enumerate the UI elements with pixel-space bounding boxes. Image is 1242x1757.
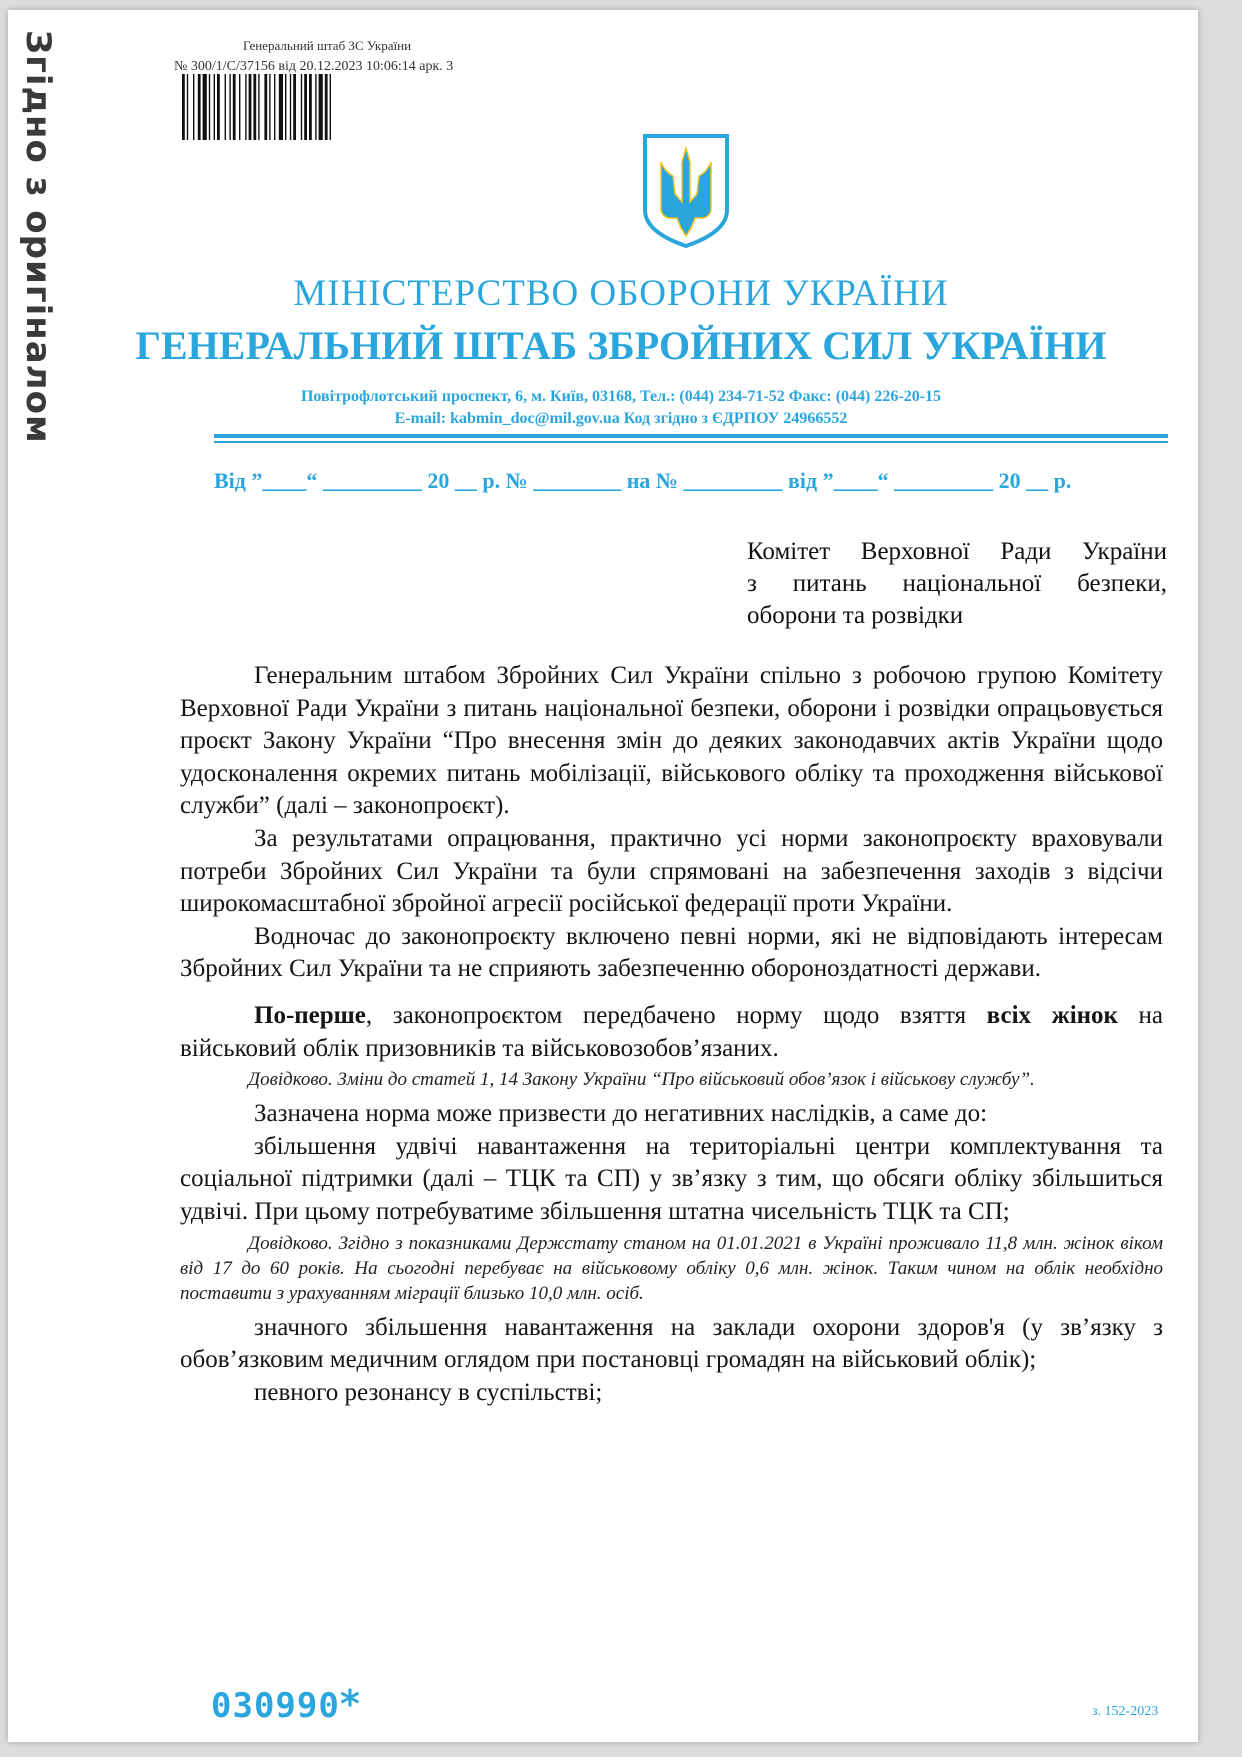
point-emphasis: всіх жінок [986, 1001, 1118, 1029]
paragraph: збільшення удвічі навантаження на територіальні центри комплектування та соціальної підтримки (далі – ТЦК та СП) у зв’язку з тим, що обсяги обліку збільшиться удвічі. При цьому потребуватиме збільшення штатна чисельність ТЦК та СП; [180, 1132, 1163, 1225]
point-text: , законопроєктом передбачено норму щодо взяття [365, 1001, 987, 1029]
star-icon: * [340, 1682, 360, 1726]
paragraph: значного збільшення навантаження на заклади охорони здоров'я (у зв’язку з обов’язковим медичним оглядом при постановці громадян на військовий облік); [180, 1313, 1163, 1374]
paragraph: Генеральним штабом Збройних Сил України спільно з робочою групою Комітету Верховної Ради України з питань національної безпеки, оборони і розвідки опрацьовується проєкт Закону України “Про внесення змін до деяких законодавчих актів України щодо удосконалення окремих питань мобілізації, військового обліку та проходження військової служби” (далі – законопроєкт). [180, 662, 1163, 820]
registration-number: № 300/1/С/37156 від 20.12.2023 10:06:14 арк. 3 [174, 59, 454, 74]
address-line: Повітрофлотський проспект, 6, м. Київ, 03168, Тел.: (044) 234-71-52 Факс: (044) 226-20-15 [300, 388, 942, 405]
reference-number-line: Від ”____“ _________ 20 __ р. № ________ на № _________ від ”____“ _________ 20 __ р. [214, 468, 1072, 493]
paragraph: певного резонансу в суспільстві; [254, 1378, 603, 1406]
point-text-tail: на військовий облік призовників та військовозобов’язаних. [180, 1001, 1164, 1062]
reference-note: Довідково. Згідно з показниками Держстату станом на 01.01.2021 в Україні проживало 11,8 млн. жінок віком від 17 до 60 років. На сьогодні перебуває на військовому обліку 0,6 млн. жінок. Таким чином на облік необхідно поставити з урахуванням міграції близько 10,0 млн. осіб. [180, 1232, 1163, 1304]
paragraph: За результатами опрацювання, практично усі норми законопроєкту враховували потреби Збройних Сил України та були спрямовані на забезпечення заходів з відсічи широкомасштабної збройної агресії російської федерації проти України. [180, 824, 1163, 918]
general-staff-title: ГЕНЕРАЛЬНИЙ ШТАБ ЗБРОЙНИХ СИЛ УКРАЇНИ [135, 323, 1107, 368]
recipient-line: з питань національної безпеки, [747, 570, 1167, 597]
ministry-title: МІНІСТЕРСТВО ОБОРОНИ УКРАЇНИ [293, 273, 949, 314]
letterhead-rule [214, 434, 1168, 438]
recipient-block [747, 536, 1167, 632]
letter-body [180, 660, 1163, 1409]
form-serial-number: 030990 [211, 1686, 340, 1726]
barcode [182, 74, 394, 140]
point-lead: По-перше [254, 1001, 366, 1029]
paragraph-first-point [180, 1000, 1163, 1065]
contact-line: E-mail: kabmin_doc@mil.gov.ua Код згідно з ЄДРПОУ 24966552 [394, 410, 848, 427]
recipient-line: Комітет Верховної Ради України [747, 538, 1167, 565]
registration-org: Генеральний штаб ЗС України [243, 38, 412, 53]
paragraph: Зазначена норма може призвести до негативних наслідків, а саме до: [254, 1100, 988, 1128]
certification-stamp: Згідно з оригіналом [18, 30, 58, 444]
letterhead-rule-thin [214, 441, 1168, 443]
letterhead-address [0, 386, 1242, 430]
paragraph: Водночас до законопроєкту включено певні норми, які не відповідають інтересам Збройних Сил України та не сприяють забезпеченню обороноздатності держави. [180, 922, 1163, 983]
reference-note: Довідково. Зміни до статей 1, 14 Закону України “Про військовий обов’язок і військову службу”. [248, 1069, 1035, 1091]
form-code: з. 152-2023 [1092, 1704, 1159, 1719]
recipient-line: оборони та розвідки [747, 602, 964, 629]
trident-emblem-icon [641, 132, 731, 250]
